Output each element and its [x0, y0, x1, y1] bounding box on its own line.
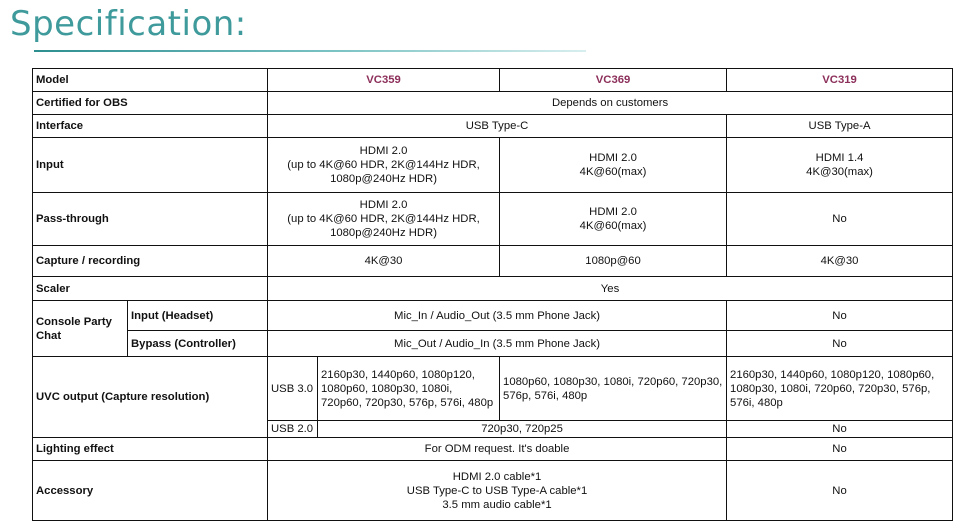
console-input-vc319: No [727, 301, 953, 331]
input-vc369-line: HDMI 2.0 [589, 152, 637, 164]
table-row-accessory [33, 461, 953, 521]
row-label-model: Model [33, 69, 268, 92]
capture-vc369: 1080p@60 [500, 246, 727, 277]
input-vc319 [727, 138, 953, 193]
row-label-passthrough: Pass-through [33, 193, 268, 246]
row-label-input: Input [33, 138, 268, 193]
uvc-usb30-label: USB 3.0 [268, 357, 318, 421]
row-label-console-input: Input (Headset) [128, 301, 268, 331]
passthrough-vc369-line: HDMI 2.0 [589, 206, 637, 218]
row-label-capture: Capture / recording [33, 246, 268, 277]
passthrough-vc369-line: 4K@60(max) [579, 220, 647, 232]
row-label-uvc: UVC output (Capture resolution) [33, 357, 268, 438]
console-bypass-vc319: No [727, 331, 953, 357]
row-label-scaler: Scaler [33, 277, 268, 301]
uvc-usb20-label: USB 2.0 [268, 421, 318, 438]
interface-vc319: USB Type-A [727, 115, 953, 138]
interface-vc359-vc369: USB Type-C [268, 115, 727, 138]
capture-vc319: 4K@30 [727, 246, 953, 277]
title-underline [34, 50, 586, 52]
input-vc319-line: HDMI 1.4 [815, 152, 864, 164]
scaler-value: Yes [268, 277, 953, 301]
input-vc359-line: HDMI 2.0 [359, 145, 408, 157]
accessory-value [268, 461, 727, 521]
table-row-capture [33, 246, 953, 277]
table-row-uvc-usb30 [33, 357, 953, 421]
model-header-vc369: VC369 [500, 69, 727, 92]
passthrough-vc359-line: 1080p@240Hz HDR) [330, 227, 437, 239]
row-label-lighting: Lighting effect [33, 438, 268, 461]
input-vc359 [268, 138, 500, 193]
spec-table [32, 68, 953, 521]
passthrough-vc359-line: HDMI 2.0 [359, 199, 408, 211]
accessory-item: 3.5 mm audio cable*1 [442, 498, 552, 511]
table-row-console-bypass [33, 331, 953, 357]
input-vc369-line: 4K@60(max) [579, 166, 647, 178]
row-label-console-bypass: Bypass (Controller) [128, 331, 268, 357]
passthrough-vc359-line: (up to 4K@60 HDR, 2K@144Hz HDR, [287, 213, 480, 225]
passthrough-vc369 [500, 193, 727, 246]
input-vc369 [500, 138, 727, 193]
lighting-value: For ODM request. It's doable [268, 438, 727, 461]
lighting-vc319: No [727, 438, 953, 461]
passthrough-vc359 [268, 193, 500, 246]
capture-vc359: 4K@30 [268, 246, 500, 277]
uvc-usb30-vc319: 2160p30, 1440p60, 1080p120, 1080p60, 1080p30, 1080i, 720p60, 720p30, 576p, 576i, 480p [727, 357, 953, 421]
accessory-vc319: No [727, 461, 953, 521]
table-row-passthrough [33, 193, 953, 246]
uvc-usb30-vc369: 1080p60, 1080p30, 1080i, 720p60, 720p30, 576p, 576i, 480p [500, 357, 727, 421]
page-title: Specification: [10, 4, 247, 44]
input-vc359-line: (up to 4K@60 HDR, 2K@144Hz HDR, [287, 159, 480, 171]
row-label-console-party-chat: Console Party Chat [33, 301, 128, 357]
model-header-vc319: VC319 [727, 69, 953, 92]
input-vc319-line: 4K@30(max) [806, 166, 873, 178]
table-row-interface [33, 115, 953, 138]
row-label-interface: Interface [33, 115, 268, 138]
console-bypass-value: Mic_Out / Audio_In (3.5 mm Phone Jack) [268, 331, 727, 357]
table-row-lighting [33, 438, 953, 461]
uvc-usb30-vc359: 2160p30, 1440p60, 1080p120, 1080p60, 1080p30, 1080i, 720p60, 720p30, 576p, 576i, 480p [318, 357, 500, 421]
input-vc359-line: 1080p@240Hz HDR) [330, 173, 437, 185]
row-label-accessory: Accessory [33, 461, 268, 521]
model-header-vc359: VC359 [268, 69, 500, 92]
console-input-value: Mic_In / Audio_Out (3.5 mm Phone Jack) [268, 301, 727, 331]
table-row-input [33, 138, 953, 193]
table-row-scaler [33, 277, 953, 301]
table-row-console-input [33, 301, 953, 331]
table-row-certified [33, 92, 953, 115]
uvc-usb20-value: 720p30, 720p25 [318, 421, 727, 438]
row-label-certified: Certified for OBS [33, 92, 268, 115]
passthrough-vc319: No [727, 193, 953, 246]
certified-value: Depends on customers [268, 92, 953, 115]
uvc-usb20-vc319: No [727, 421, 953, 438]
accessory-item: USB Type-C to USB Type-A cable*1 [406, 484, 588, 497]
table-row-model [33, 69, 953, 92]
accessory-item: HDMI 2.0 cable*1 [452, 470, 542, 483]
